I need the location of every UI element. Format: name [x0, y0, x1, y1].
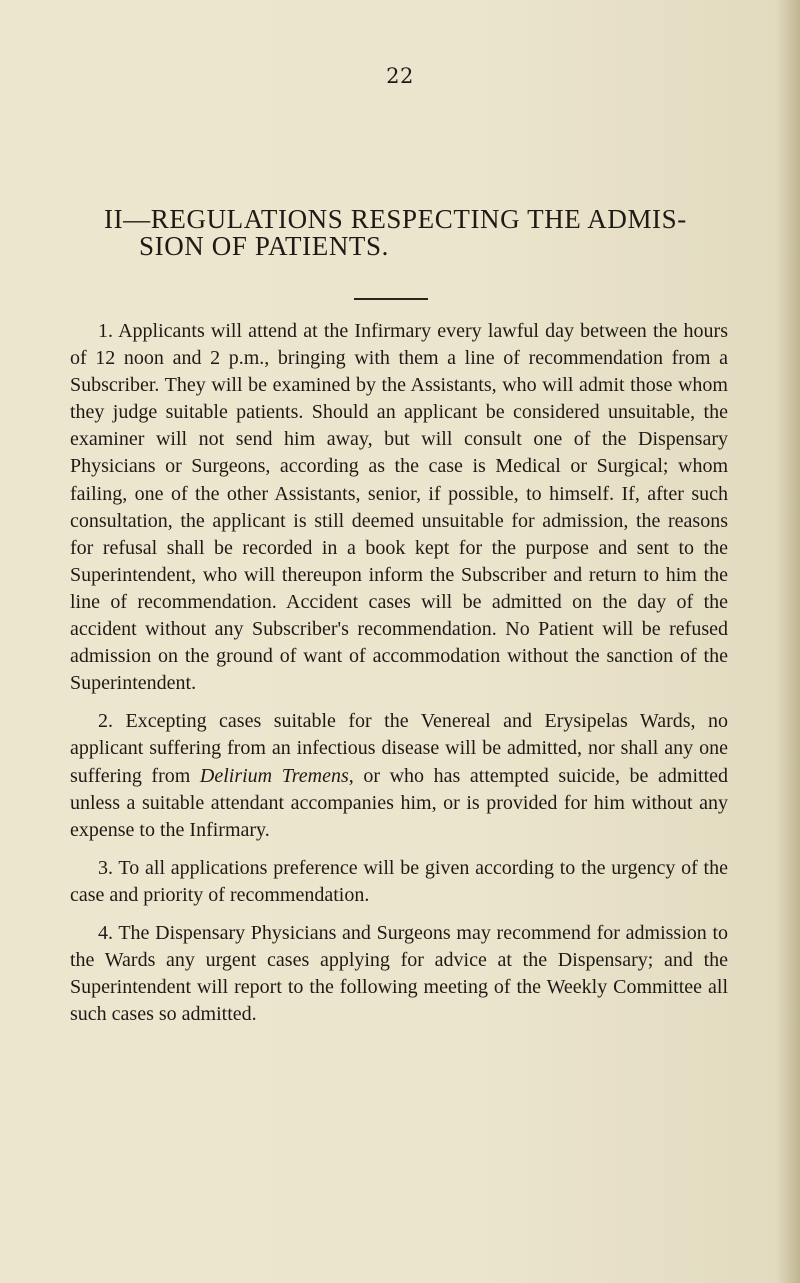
paragraph-text: To all applications preference will be given according to the urgency of the case and priority of recommendation. — [70, 856, 728, 906]
regulation-paragraph-1 — [70, 318, 728, 697]
paragraph-number: 2. — [98, 710, 113, 733]
section-heading-line-2: SION OF PATIENTS. — [139, 231, 389, 261]
regulation-paragraph-3 — [70, 855, 728, 909]
section-heading-line-1: II—REGULATIONS RESPECTING THE ADMIS- — [104, 204, 687, 234]
paragraph-number: 4. — [98, 921, 113, 944]
regulation-paragraph-2 — [70, 708, 728, 843]
heading-divider — [354, 298, 428, 300]
regulations-body — [70, 318, 728, 1039]
section-heading — [104, 206, 724, 260]
paragraph-number: 1. — [98, 320, 113, 342]
paragraph-text: The Dispensary Physicians and Surgeons may recommend for admission to the Wards any urgent cases applying for advice at the Dispensary; and the Superintendent will report to the following meeting of the Weekly Committee all such cases so admitted. — [70, 921, 729, 1026]
regulation-paragraph-4 — [70, 920, 728, 1028]
paragraph-text: Applicants will attend at the Infirmary every lawful day between the hours of 12 noon and 2 p.m., bringing with them a line of recommendation from a Subscriber. They will be examined by the Assistants, who will admit those whom they judge suitable patients. Should an applicant be considered unsuitable, the examiner will not send him away, but will consult one of the Dispensary Physicians or Surgeons, according as the case is Medical or Surgical; whom failing, one of the other Assistants, senior, if possible, to himself. If, after such consultation, the applicant is still deemed unsuitable for admission, the reasons for refusal shall be recorded in a book kept for the purpose and sent to the Superintendent, who will thereupon inform the Subscriber and return to him the line of recommendation. Accident cases will be admitted on the day of the accident without any Subscriber's recommendation. No Patient will be refused admission on the ground of want of accommodation without the sanction of the Superintendent. — [70, 320, 728, 695]
page-number: 22 — [386, 64, 414, 88]
paragraph-text: Excepting cases suitable for the Venereal and Erysipelas Wards, no applicant suffering from an infectious disease will be admitted, nor shall any one suffering from — [70, 710, 728, 787]
italic-term: Delirium Tremens — [199, 764, 349, 787]
paragraph-text-continued: , or who has attempted suicide, be admitted unless a suitable attendant accompanies him, or is provided for him without any expense to the Infirmary. — [70, 764, 729, 841]
paragraph-number: 3. — [98, 856, 113, 879]
